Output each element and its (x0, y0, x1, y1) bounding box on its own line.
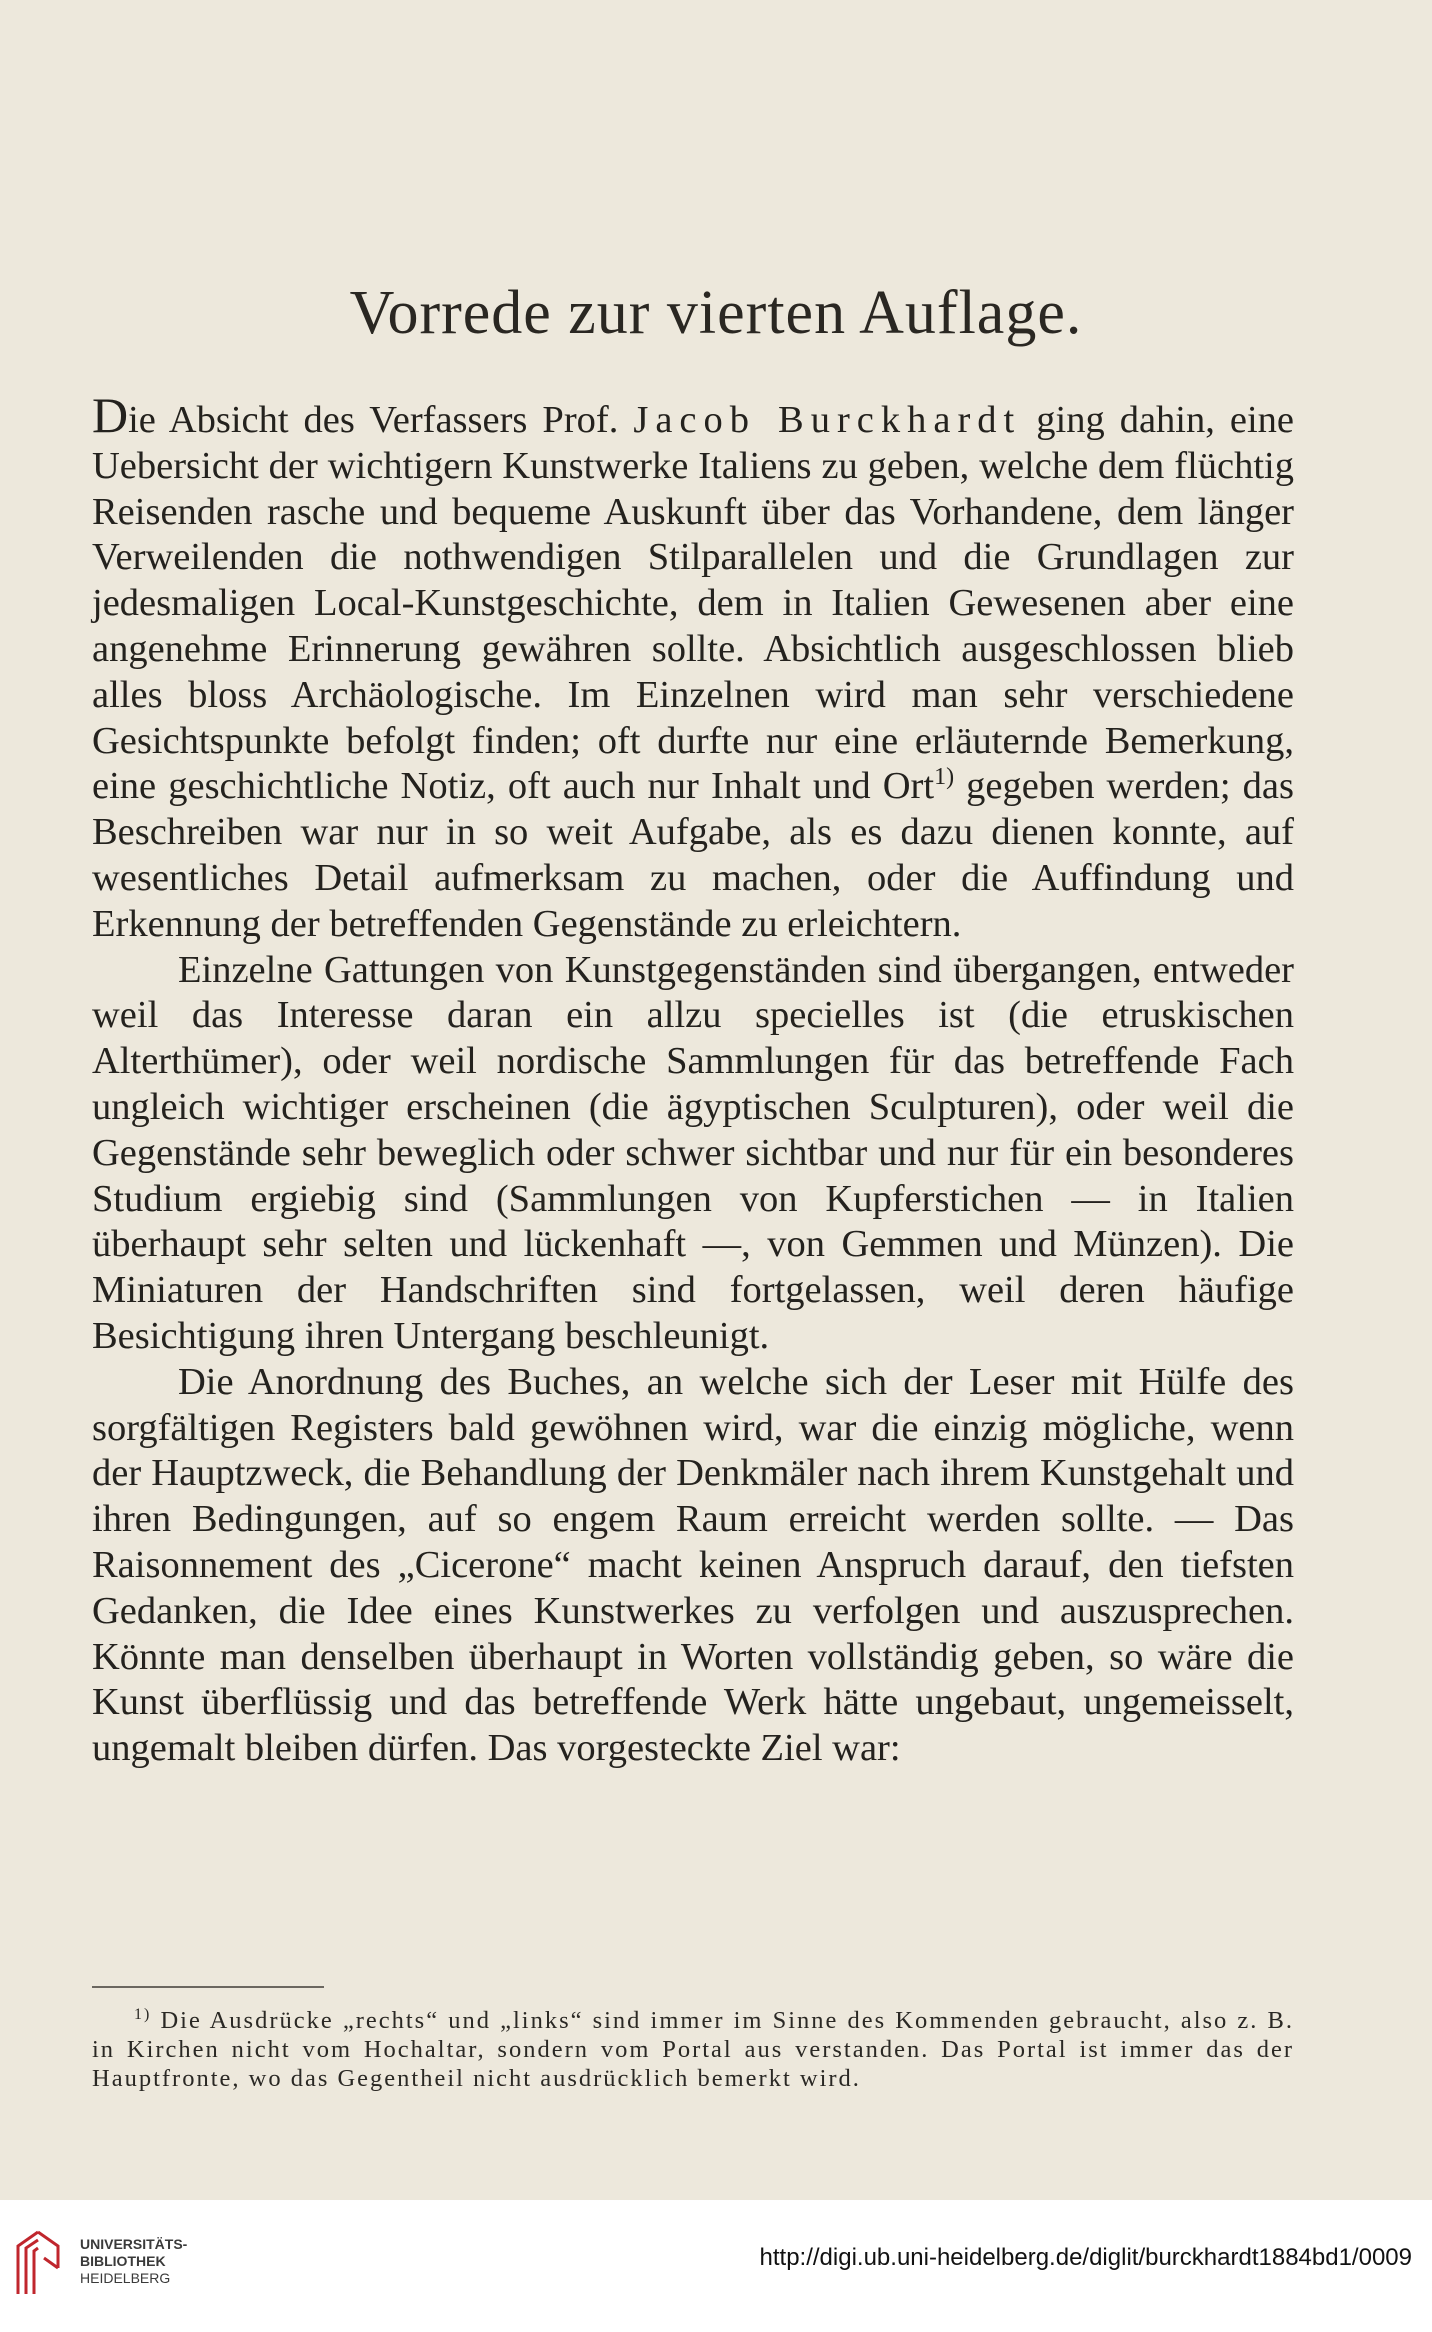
page-title: Vorrede zur vierten Auflage. (349, 279, 1083, 347)
library-name-line-1: UNIVERSITÄTS- (80, 2236, 188, 2252)
library-logo-icon (14, 2228, 62, 2298)
library-name (80, 2236, 187, 2287)
paragraph-1-text-a: ie Absicht des Verfassers Prof. (128, 399, 634, 441)
author-name: Jacob Burckhardt (633, 399, 1022, 441)
library-name-line-3: HEIDELBERG (80, 2270, 171, 2286)
source-url[interactable]: http://digi.ub.uni-heidelberg.de/diglit/burckhardt1884bd1/0009 (759, 2244, 1412, 2271)
paragraph-1 (92, 387, 1294, 948)
footnote-marker: 1) (134, 2005, 152, 2023)
footnote-reference: 1) (934, 764, 955, 791)
paragraph-1-text-b: ging dahin, eine Uebersicht der wichtigern Kunstwerke Italiens zu geben, welche dem flüchtig Reisenden rasche und bequeme Auskunft über das Vorhandene, dem länger Verweilenden die nothwendigen Stilparallelen und die Grundlagen zur jedesmaligen Local-Kunstgeschichte, dem in Italien Gewesenen aber eine angenehme Erinnerung gewähren sollte. Absichtlich ausgeschlossen blieb alles bloss Archäologische. Im Einzelnen wird man sehr verschiedene Gesichtspunkte befolgt finden; oft durfte nur eine erläuternde Bemerkung, eine geschichtliche Notiz, oft auch nur Inhalt und Ort (92, 399, 1294, 808)
footnote (92, 2006, 1294, 2093)
paragraph-2: Einzelne Gattungen von Kunstgegenständen sind übergangen, entweder weil das Interesse daran ein allzu specielles ist (die etruskischen Alterthümer), oder weil nordische Sammlungen für das betreffende Fach ungleich wichtiger erscheinen (die ägyptischen Sculpturen), oder weil die Gegenstände sehr beweglich oder schwer sichtbar und nur für ein besonderes Studium ergiebig sind (Sammlungen von Kupferstichen — in Italien überhaupt sehr selten und lückenhaft —, von Gemmen und Münzen). Die Miniaturen der Handschriften sind fortgelassen, weil deren häufige Besichtigung ihren Untergang beschleunigt. (92, 948, 1294, 1357)
library-name-line-2: BIBLIOTHEK (80, 2253, 166, 2269)
footer-bar (0, 2200, 1432, 2332)
footnote-divider (92, 1986, 324, 1988)
body-text (92, 387, 1294, 1772)
paragraph-1-text-c: gegeben werden; das Beschreiben war nur in so weit Aufgabe, als es dazu dienen konnte, auf wesentliches Detail aufmerksam zu machen, oder die Auffindung und Erkennung der betreffenden Gegenstände zu erleichtern. (92, 765, 1294, 945)
footnote-text: Die Ausdrücke „rechts“ und „links“ sind immer im Sinne des Kommenden gebraucht, also z. B. in Kirchen nicht vom Hochaltar, sondern vom Portal aus verstanden. Das Portal ist immer das der Hauptfronte, wo das Gegentheil nicht ausdrücklich bemerkt wird. (92, 2007, 1294, 2092)
initial-letter: D (92, 387, 129, 443)
paragraph-3: Die Anordnung des Buches, an welche sich der Leser mit Hülfe des sorgfältigen Registers bald gewöhnen wird, war die einzig mögliche, wenn der Hauptzweck, die Behandlung der Denkmäler nach ihrem Kunstgehalt und ihren Bedingungen, auf so engem Raum erreicht werden sollte. — Das Raisonnement des „Cicerone“ macht keinen Anspruch darauf, den tiefsten Gedanken, die Idee eines Kunstwerkes zu verfolgen und auszusprechen. Könnte man denselben überhaupt in Worten vollständig geben, so wäre die Kunst überflüssig und das betreffende Werk hätte ungebaut, ungemeisselt, ungemalt bleiben dürfen. Das vorgesteckte Ziel war: (92, 1360, 1294, 1770)
